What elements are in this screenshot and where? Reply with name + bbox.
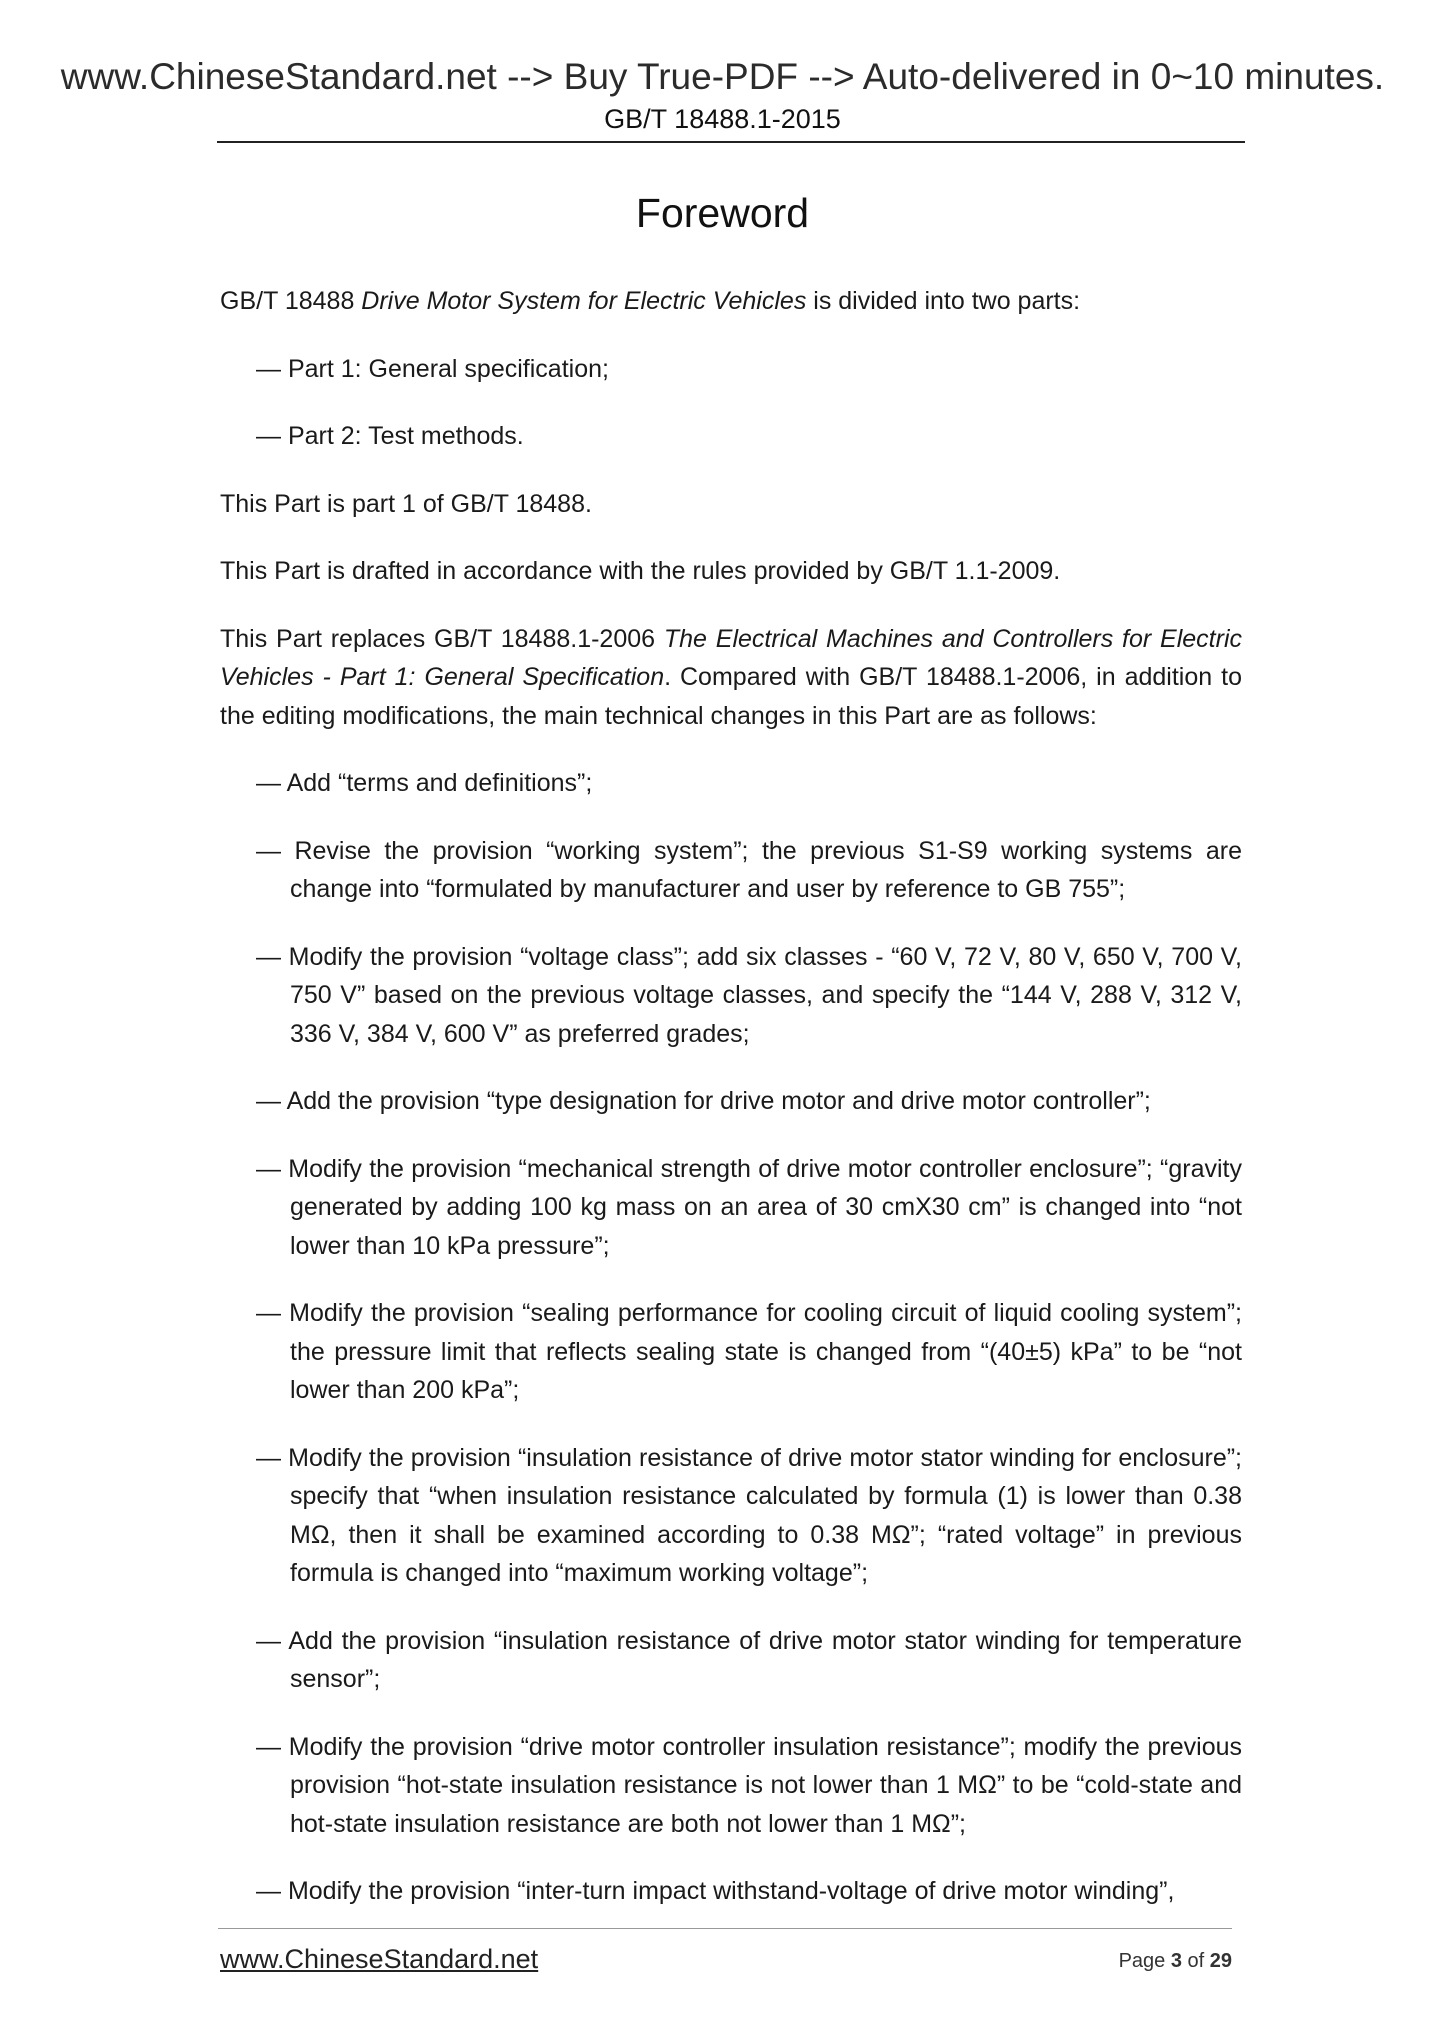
part-paragraph: This Part is part 1 of GB/T 18488.: [220, 489, 592, 518]
source-banner[interactable]: www.ChineseStandard.net --> Buy True-PDF --> Auto-delivered in 0~10 minutes.: [60, 56, 1385, 97]
replaces-paragraph: This Part replaces GB/T 18488.1-2006 The Electrical Machines and Controllers for Electric Vehicles - Part 1: General Specification. Compared with GB/T 18488.1-2006, in addition to the editing modifications, the main technical changes in this Part are as follows:: [220, 624, 1242, 730]
list-item: — Modify the provision “voltage class”; add six classes - “60 V, 72 V, 80 V, 650 V, 700 V, 750 V” based on the previous voltage classes, and specify the “144 V, 288 V, 312 V, 336 V, 384 V, 600 V” as preferred grades;: [256, 942, 1242, 1048]
document-body: [220, 282, 1242, 1940]
list-item: — Modify the provision “mechanical strength of drive motor controller enclosure”; “gravity generated by adding 100 kg mass on an area of 30 cmX30 cm” is changed into “not lower than 10 kPa pressure”;: [256, 1154, 1242, 1260]
list-item: — Add the provision “type designation for drive motor and drive motor controller”;: [256, 1087, 1151, 1115]
standard-number: GB/T 18488.1-2015: [604, 104, 841, 134]
list-item: — Modify the provision “drive motor controller insulation resistance”; modify the previous provision “hot-state insulation resistance is not lower than 1 MΩ” to be “cold-state and hot-state insulation resistance are both not lower than 1 MΩ”;: [256, 1732, 1242, 1838]
intro-paragraph: GB/T 18488 Drive Motor System for Electric Vehicles is divided into two parts:: [220, 287, 1081, 315]
list-item: — Revise the provision “working system”; the previous S1-S9 working systems are change into “formulated by manufacturer and user by reference to GB 755”;: [256, 836, 1242, 903]
footer-rule: [218, 1928, 1232, 1929]
footer-site-link[interactable]: www.ChineseStandard.net: [220, 1944, 539, 1974]
list-item: — Add the provision “insulation resistance of drive motor stator winding for temperature sensor”;: [256, 1626, 1242, 1693]
list-item: — Modify the provision “inter-turn impact withstand-voltage of drive motor winding”,: [256, 1877, 1175, 1905]
header-rule: [217, 141, 1245, 143]
list-item: — Part 2: Test methods.: [256, 422, 524, 450]
list-item: — Add “terms and definitions”;: [256, 769, 593, 797]
page-number: Page 3 of 29: [1118, 1950, 1232, 1972]
drafted-paragraph: This Part is drafted in accordance with the rules provided by GB/T 1.1-2009.: [220, 557, 1061, 585]
list-item: — Modify the provision “sealing performance for cooling circuit of liquid cooling system”; the pressure limit that reflects sealing state is changed from “(40±5) kPa” to be “not lower than 200 kPa”;: [256, 1299, 1242, 1404]
list-item: — Part 1: General specification;: [256, 354, 609, 383]
page-title: Foreword: [635, 190, 810, 236]
list-item: — Modify the provision “insulation resistance of drive motor stator winding for enclosure”; specify that “when insulation resistance calculated by formula (1) is lower than 0.38 MΩ, then it shall be examined according to 0.38 MΩ”; “rated voltage” in previous formula is changed into “maximum working voltage”;: [256, 1443, 1242, 1587]
